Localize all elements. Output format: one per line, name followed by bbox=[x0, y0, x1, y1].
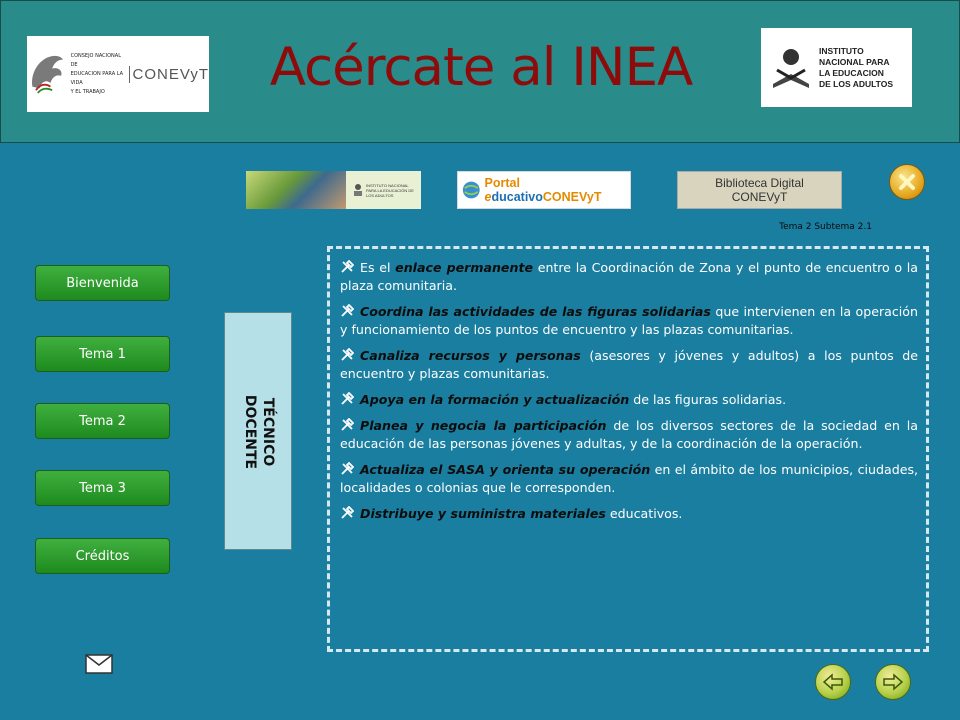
conevyt-brand: CONEVyT bbox=[129, 66, 209, 83]
nav-creditos-button[interactable]: Créditos bbox=[35, 538, 170, 574]
banner-photo-label: INSTITUTO NACIONAL PARA LA EDUCACIÓN DE LOS ADULTOS bbox=[366, 182, 414, 198]
inea-logo-text bbox=[819, 46, 893, 90]
list-item bbox=[340, 417, 918, 453]
item-text-bold: Actualiza el SASA y orienta su operación bbox=[360, 462, 651, 477]
list-item bbox=[340, 259, 918, 295]
envelope-icon[interactable] bbox=[85, 654, 113, 674]
content-box bbox=[327, 246, 929, 652]
nav-tema-1-button[interactable]: Tema 1 bbox=[35, 336, 170, 372]
banner-photo-label-area bbox=[346, 171, 421, 209]
arrow-right-icon bbox=[882, 673, 904, 691]
portal-globe-icon bbox=[461, 179, 482, 201]
eagle-emblem-icon bbox=[27, 48, 67, 100]
tools-icon bbox=[340, 347, 354, 365]
role-panel bbox=[224, 312, 292, 550]
item-text-post: en el ámbito de los municipios, ciudades, localidades o colonias que le corresponden. bbox=[340, 462, 919, 495]
item-text-bold: Coordina las actividades de las figuras solidarias bbox=[360, 304, 711, 319]
inea-logo bbox=[761, 28, 912, 107]
biblio-line-1: Biblioteca Digital bbox=[715, 176, 804, 190]
header-bar bbox=[0, 0, 960, 143]
conevyt-text-line-3: Y EL TRABAJO bbox=[70, 88, 105, 95]
role-line-1: TÉCNICO bbox=[260, 397, 276, 467]
inea-text-line-3: LA EDUCACION bbox=[819, 67, 884, 78]
tools-icon bbox=[340, 391, 354, 409]
item-text-bold: enlace permanente bbox=[395, 260, 533, 275]
role-title bbox=[241, 313, 277, 551]
nav-tema-3-button[interactable]: Tema 3 bbox=[35, 470, 170, 506]
page-title: Acércate al INEA bbox=[269, 37, 693, 98]
item-text-post: (asesores y jóvenes y adultos) a los puntos de encuentro y plazas comunitarias. bbox=[340, 348, 918, 381]
item-text-post: entre la Coordinación de Zona y el punto de encuentro o la plaza comunitaria. bbox=[340, 260, 918, 293]
conevyt-logo bbox=[27, 36, 209, 112]
item-text-post: de las figuras solidarias. bbox=[629, 392, 787, 407]
list-item bbox=[340, 391, 918, 409]
conevyt-logo-text bbox=[71, 52, 125, 97]
item-text-post: de los diversos sectores de la sociedad en la educación de las personas jóvenes y adultas, y de la coordinación de la operación. bbox=[340, 418, 918, 451]
conevyt-text-line-1: CONSEJO NACIONAL DE bbox=[70, 52, 121, 68]
inea-mini-icon bbox=[353, 183, 363, 197]
item-text-post: educativos. bbox=[605, 506, 683, 521]
inea-reader-icon bbox=[767, 44, 815, 92]
portal-educativo-banner[interactable] bbox=[457, 171, 631, 209]
item-text-bold: Planea y negocia la participación bbox=[360, 418, 607, 433]
inea-photo-banner[interactable] bbox=[246, 171, 421, 209]
portal-educativo-label bbox=[485, 176, 630, 204]
nav-tema-2-button[interactable]: Tema 2 bbox=[35, 403, 170, 439]
nav-bienvenida-button[interactable]: Bienvenida bbox=[35, 265, 170, 301]
role-line-2: DOCENTE bbox=[242, 394, 258, 470]
tools-icon bbox=[340, 505, 354, 523]
biblioteca-digital-banner[interactable] bbox=[677, 171, 842, 209]
back-button[interactable] bbox=[815, 664, 851, 700]
portal-e-glyph: e bbox=[484, 190, 492, 204]
close-x-icon bbox=[897, 172, 917, 192]
list-item bbox=[340, 505, 918, 523]
tools-icon bbox=[340, 259, 354, 277]
conevyt-text-line-2: EDUCACION PARA LA VIDA bbox=[70, 70, 124, 86]
list-item bbox=[340, 303, 918, 339]
portal-label-part1: Portal bbox=[484, 176, 520, 190]
tools-icon bbox=[340, 461, 354, 479]
portal-label-part3: CONEVyT bbox=[542, 190, 602, 204]
biblio-line-2: CONEVyT bbox=[731, 190, 788, 204]
item-text-bold: Canaliza recursos y personas bbox=[360, 348, 581, 363]
forward-button[interactable] bbox=[875, 664, 911, 700]
tools-icon bbox=[340, 303, 354, 321]
item-text-pre: Es el bbox=[360, 260, 396, 275]
portal-label-part2: ducativo bbox=[491, 190, 543, 204]
item-text-bold: Distribuye y suministra materiales bbox=[360, 506, 606, 521]
inea-text-line-4: DE LOS ADULTOS bbox=[819, 78, 893, 89]
list-item bbox=[340, 461, 918, 497]
inea-text-line-1: INSTITUTO bbox=[819, 45, 864, 56]
close-button[interactable] bbox=[889, 164, 925, 200]
subtopic-label: Tema 2 Subtema 2.1 bbox=[779, 222, 872, 232]
item-text-post: que intervienen en la operación y funcionamiento de los puntos de encuentro y las plazas comunitarias. bbox=[340, 304, 918, 337]
banner-photo-image bbox=[246, 171, 346, 209]
inea-text-line-2: NACIONAL PARA bbox=[819, 56, 890, 67]
item-text-bold: Apoya en la formación y actualización bbox=[360, 392, 630, 407]
tools-icon bbox=[340, 417, 354, 435]
arrow-left-icon bbox=[822, 673, 844, 691]
list-item bbox=[340, 347, 918, 383]
